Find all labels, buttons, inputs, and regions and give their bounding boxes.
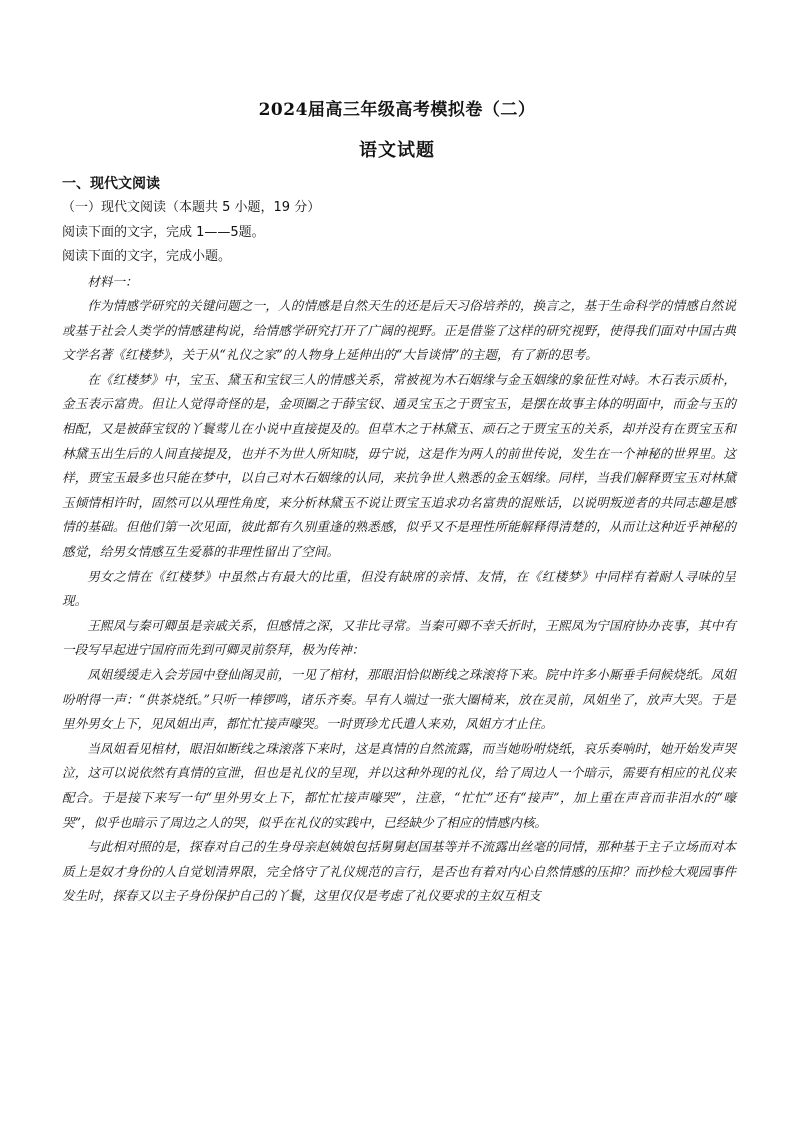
passage-paragraph: 王熙凤与秦可卿虽是亲戚关系，但感情之深，又非比寻常。当秦可卿不幸夭折时，王熙凤为宁国府协办丧事，其中有一段写早起进宁国府而先到可卿灵前祭拜，极为传神： bbox=[62, 617, 736, 658]
passage-paragraph: 作为情感学研究的关键问题之一，人的情感是自然天生的还是后天习俗培养的，换言之，基于生命科学的情感自然说或基于社会人类学的情感建构说，给情感学研究打开了广阔的视野。正是借鉴了这样的研究视野，使得我们面对中国古典文学名著《红楼梦》，关于从“礼仪之家”的人物身上延伸出的“大旨谈情”的主题，有了新的思考。 bbox=[62, 298, 736, 363]
part-label: （一）现代文阅读（本题共 5 小题，19 分） bbox=[62, 200, 321, 215]
passage-paragraph: 男女之情在《红楼梦》中虽然占有最大的比重，但没有缺席的亲情、友情，在《红楼梦》中同样有着耐人寻味的呈现。 bbox=[62, 568, 736, 609]
passage-paragraph: 在《红楼梦》中，宝玉、黛玉和宝钗三人的情感关系，常被视为木石姻缘与金玉姻缘的象征性对峙。木石表示质朴，金玉表示富贵。但让人觉得奇怪的是，金项圈之于薛宝钗、通灵宝玉之于贾宝玉，是摆在故事主体的明面中，而金与玉的相配，又是被薛宝钗的丫鬟莺儿在小说中直接提及的。但草木之于林黛玉、顽石之于贾宝玉的关系，却并没有在贾宝玉和林黛玉出生后的人间直接提及，也并不为世人所知晓，毋宁说，这是作为两人的前世传说，发生在一个神秘的世界里。这样，贾宝玉最多也只能在梦中，以自己对木石姻缘的认同，来抗争世人熟悉的金玉姻缘。同样，当我们解释贾宝玉对林黛玉倾情相许时，固然可以从理性角度，来分析林黛玉不说让贾宝玉追求功名富贵的混账话，以说明叛逆者的共同志趣是感情的基础。但他们第一次见面，彼此都有久别重逢的熟悉感，似乎又不是理性所能解释得清楚的，从而让这种近乎神秘的感觉，给男女情感互生爱慕的非理性留出了空间。 bbox=[62, 371, 736, 560]
instruction-line-2: 阅读下面的文字，完成小题。 bbox=[62, 249, 232, 264]
section-heading: 一、现代文阅读 bbox=[62, 176, 160, 192]
material-label: 材料一： bbox=[87, 273, 138, 289]
exam-title: 2024届高三年级高考模拟卷（二） bbox=[258, 100, 536, 120]
exam-subtitle: 语文试题 bbox=[359, 140, 435, 161]
passage-paragraph: 当凤姐看见棺材，眼泪如断线之珠滚落下来时，这是真情的自然流露，而当她吩咐烧纸，哀乐奏响时，她开始发声哭泣，这可以说依然有真情的宣泄，但也是礼仪的呈现，并以这种外现的礼仪，给了周边人一个暗示，需要有相应的礼仪来配合。于是接下来写一句“里外男女上下，都忙忙接声嚎哭”，注意，“忙忙”还有“接声”，加上重在声音而非泪水的“嚎哭”，似乎也暗示了周边之人的哭，似乎在礼仪的实践中，已经缺少了相应的情感内核。 bbox=[62, 740, 736, 830]
exam-body bbox=[62, 172, 736, 909]
passage-quote-paragraph: 凤姐缓缓走入会芳园中登仙阁灵前，一见了棺材，那眼泪恰似断线之珠滚将下来。院中许多小厮垂手伺候烧纸。凤姐吩咐得一声：“供茶烧纸。”只听一棒锣鸣，诸乐齐奏。早有人端过一张大圈椅来，放在灵前，凤姐坐了，放声大哭。于是里外男女上下，见凤姐出声，都忙忙接声嚎哭。一时贾珍尤氏遣人来劝，凤姐方才止住。 bbox=[62, 667, 736, 732]
instruction-line-1: 阅读下面的文字，完成 1——5题。 bbox=[62, 224, 265, 240]
passage-paragraph: 与此相对照的是，探春对自己的生身母亲赵姨娘包括舅舅赵国基等并不流露出丝毫的同情，那种基于主子立场而对本质上是奴才身份的人自觉划清界限，完全恪守了礼仪规范的言行，是否也有着对内心自然情感的压抑？而抄检大观园事件发生时，探春又以主子身份保护自己的丫鬟，这里仅仅是考虑了礼仪要求的主奴互相支 bbox=[62, 839, 736, 904]
